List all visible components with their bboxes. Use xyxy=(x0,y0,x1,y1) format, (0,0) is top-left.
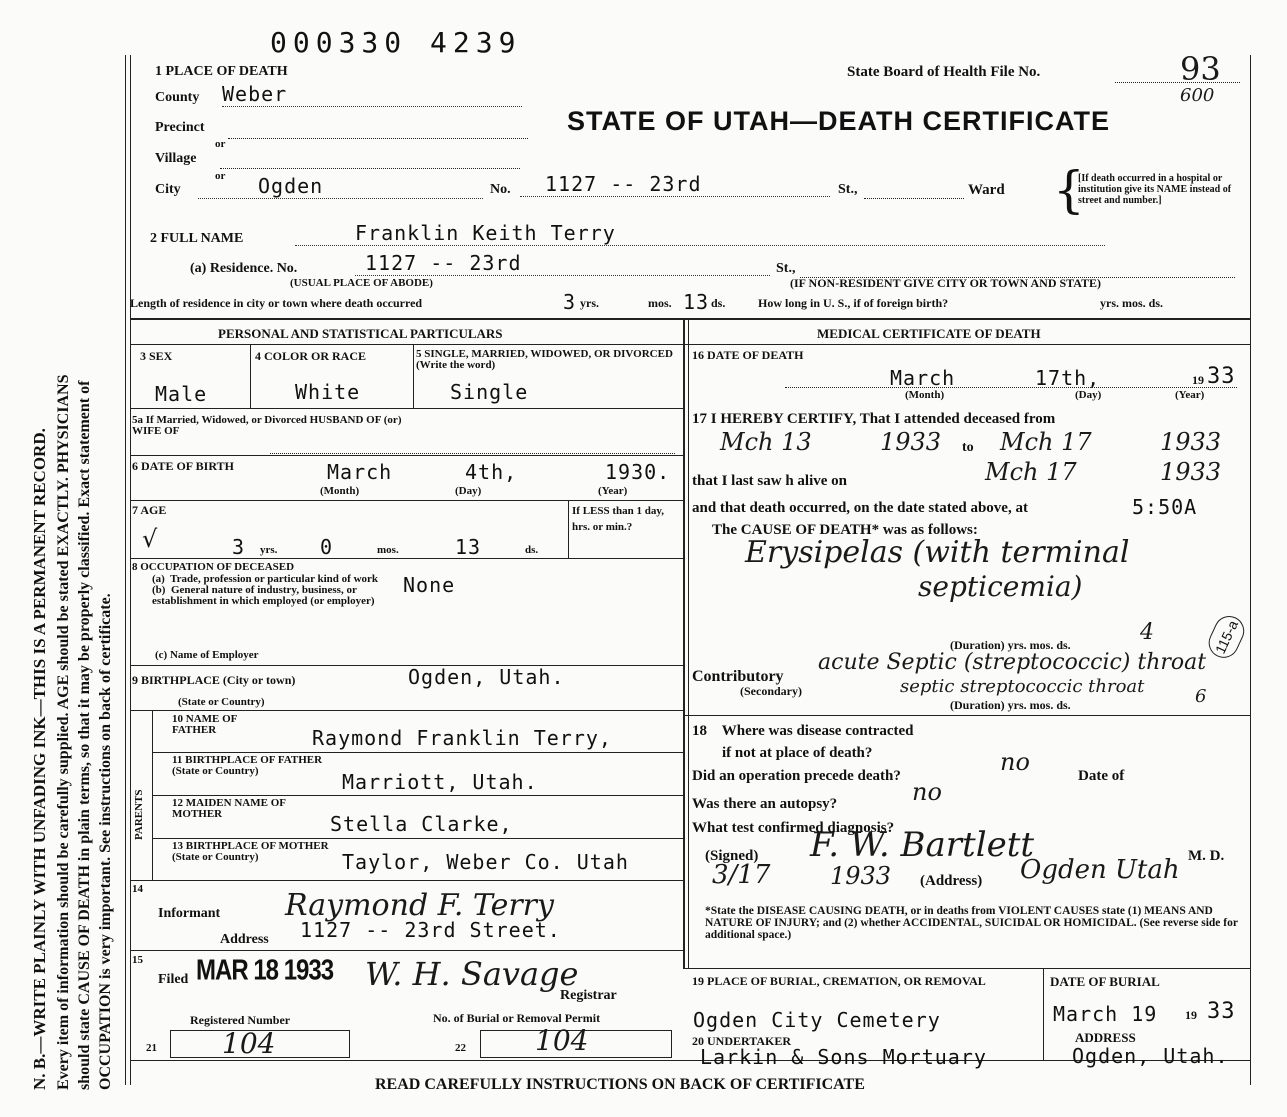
age-mos: 0 xyxy=(320,535,334,559)
check-mark: √ xyxy=(142,525,158,553)
brace: { xyxy=(1053,161,1085,219)
undertaker-address: Ogden, Utah. xyxy=(1072,1044,1229,1068)
age-label: 7 AGE xyxy=(132,503,167,517)
reg-number-value: 104 xyxy=(222,1027,276,1060)
dob-year: 1930. xyxy=(605,460,671,484)
sex-value: Male xyxy=(155,382,208,406)
place-of-death-label: 1 PLACE OF DEATH xyxy=(155,64,288,79)
dob-year-caption: (Year) xyxy=(598,485,628,497)
informant-value: Raymond F. Terry xyxy=(285,888,554,923)
left-border xyxy=(125,55,126,1085)
informant-address: 1127 -- 23rd Street. xyxy=(300,918,561,942)
age-yrs-unit: yrs. xyxy=(260,544,278,556)
filed-label: Filed xyxy=(158,972,189,987)
or-1: or xyxy=(215,138,226,150)
length-yrs: 3 xyxy=(563,290,577,314)
certify-label: 17 I HEREBY CERTIFY, That I attended deceased from xyxy=(692,411,1056,427)
informant-label: Informant xyxy=(158,906,221,921)
age-yrs: 3 xyxy=(232,535,246,559)
mos-label: mos. xyxy=(648,296,672,310)
dob-day: 4th, xyxy=(465,460,518,484)
burial-date-label: DATE OF BURIAL xyxy=(1050,974,1160,989)
undertaker-label: 20 UNDERTAKER xyxy=(692,1034,792,1048)
death-time-label: and that death occurred, on the date stated above, at xyxy=(692,500,1028,516)
burial-place-label: 19 PLACE OF BURIAL, CREMATION, OR REMOVAL xyxy=(692,974,986,988)
age-ds-unit: ds. xyxy=(525,544,539,556)
county-value: Weber xyxy=(222,82,522,107)
less-than-label: If LESS than 1 day, hrs. or min.? xyxy=(572,505,665,533)
residence-st-label: St., xyxy=(776,261,796,276)
mother-value: Stella Clarke, xyxy=(330,812,513,836)
cause-line-1: Erysipelas (with terminal xyxy=(745,535,1130,570)
dob-month-caption: (Month) xyxy=(320,485,360,497)
race-value: White xyxy=(295,380,361,404)
ds-label: ds. xyxy=(711,296,726,310)
last-saw-year: 1933 xyxy=(1160,458,1222,486)
burial-place: Ogden City Cemetery xyxy=(693,1008,941,1032)
n14: 14 xyxy=(132,883,143,895)
contributory-line-1: acute Septic (streptococcic) throat xyxy=(818,650,1207,675)
occupation-label: 8 OCCUPATION OF DECEASED xyxy=(132,561,295,573)
length-label: Length of residence in city or town where death occurred xyxy=(130,296,423,310)
or-2: or xyxy=(215,170,226,182)
signed-label: (Signed) xyxy=(705,848,759,864)
dod-year-prefix: 19 xyxy=(1192,373,1204,387)
last-saw-date: Mch 17 xyxy=(985,458,1077,486)
contributory-line-2: septic streptococcic throat xyxy=(900,676,1145,697)
age-ds: 13 xyxy=(455,535,482,559)
n22: 22 xyxy=(455,1042,466,1054)
secondary-label: (Secondary) xyxy=(740,684,802,698)
dod-month-caption: (Month) xyxy=(905,389,945,401)
q18-label: 18 Where was disease contracted if not at place of death? xyxy=(692,723,914,761)
dod-label: 16 DATE OF DEATH xyxy=(692,348,804,362)
length-mos: 13 xyxy=(683,290,710,314)
reg-number-label: Registered Number xyxy=(190,1013,291,1027)
birthplace-value: Ogden, Utah. xyxy=(408,665,565,689)
county-label: County xyxy=(155,90,200,105)
burial-year-prefix: 19 xyxy=(1185,1008,1197,1022)
sex-label: 3 SEX xyxy=(140,349,173,363)
last-saw-label: that I last saw h alive on xyxy=(692,473,848,489)
mother-label: 12 MAIDEN NAME OF MOTHER xyxy=(172,797,286,820)
personal-heading: PERSONAL AND STATISTICAL PARTICULARS xyxy=(218,326,503,341)
file-no-extra: 600 xyxy=(1180,85,1215,106)
village-label: Village xyxy=(155,151,197,166)
dod-year: 33 xyxy=(1207,364,1236,389)
burial-date: March 19 xyxy=(1053,1002,1158,1026)
margin-line-4: OCCUPATION is very important. See instructions on back of certificate. xyxy=(97,593,114,1090)
registrar-label: Registrar xyxy=(560,988,617,1003)
informant-address-label: Address xyxy=(220,932,269,947)
dod-year-caption: (Year) xyxy=(1175,389,1205,401)
duration-mos: 4 xyxy=(1140,620,1154,645)
footer-instructions: READ CAREFULLY INSTRUCTIONS ON BACK OF CERTIFICATE xyxy=(375,1076,865,1093)
mother-bp-label: 13 BIRTHPLACE OF MOTHER (State or Country) xyxy=(172,840,329,863)
street-value: 1127 -- 23rd xyxy=(520,172,830,197)
mother-bp-value: Taylor, Weber Co. Utah xyxy=(342,850,629,874)
dod-day: 17th, xyxy=(1035,366,1101,390)
attended-to: Mch 17 xyxy=(1000,428,1092,456)
birthplace-label: 9 BIRTHPLACE (City or town) xyxy=(132,673,296,687)
attended-from: Mch 13 xyxy=(720,428,812,456)
burial-permit-label: No. of Burial or Removal Permit xyxy=(433,1011,601,1025)
occupation-value: None xyxy=(403,573,456,597)
birthplace-sub: (State or Country) xyxy=(178,696,265,708)
dob-day-caption: (Day) xyxy=(455,485,482,497)
death-time: 5:50A xyxy=(1132,495,1198,519)
foreign-units: yrs. mos. ds. xyxy=(1100,296,1164,310)
marital-label: 5 SINGLE, MARRIED, WIDOWED, OR DIVORCED (Write the word) xyxy=(416,348,673,371)
operation-value: no xyxy=(1000,748,1030,776)
dod-day-caption: (Day) xyxy=(1075,389,1102,401)
medical-heading: MEDICAL CERTIFICATE OF DEATH xyxy=(817,326,1041,341)
physician-signature: F. W. Bartlett xyxy=(810,825,1035,865)
duration-label: (Duration) yrs. mos. ds. xyxy=(950,638,1071,652)
margin-line-3: should state CAUSE OF DEATH in plain terms, so that it may be properly classified. Exact statement of xyxy=(76,380,93,1090)
residence-value: 1127 -- 23rd xyxy=(355,251,770,276)
burial-permit-value: 104 xyxy=(535,1024,589,1057)
father-value: Raymond Franklin Terry, xyxy=(312,726,612,750)
n21: 21 xyxy=(146,1042,157,1054)
full-name-value: Franklin Keith Terry xyxy=(295,221,1105,246)
age-mos-unit: mos. xyxy=(377,544,399,556)
footnote: *State the DISEASE CAUSING DEATH, or in deaths from VIOLENT CAUSES state (1) MEANS AND NATURE OF INJURY; and (2) whether ACCIDENTAL, SUICIDAL OR HOMICIDAL. (See reverse side for additional space.) xyxy=(705,905,1238,941)
nonresident-label: (IF NON-RESIDENT GIVE CITY OR TOWN AND STATE) xyxy=(790,276,1102,290)
registrar-signature: W. H. Savage xyxy=(365,955,579,993)
usual-place-label: (USUAL PLACE OF ABODE) xyxy=(290,277,433,289)
duration2-ds: 6 xyxy=(1195,686,1207,707)
stamp-115a: 115-a xyxy=(1204,611,1249,662)
dod-month: March xyxy=(890,366,956,390)
file-no: 93 xyxy=(1180,50,1221,88)
test-label: What test confirmed diagnosis? xyxy=(692,820,895,836)
attended-to-year: 1933 xyxy=(1160,428,1222,456)
yrs-label: yrs. xyxy=(580,296,599,310)
st-label: St., xyxy=(838,182,858,197)
date-of-label: Date of xyxy=(1078,768,1125,784)
autopsy-label: Was there an autopsy? xyxy=(692,796,838,812)
race-label: 4 COLOR OR RACE xyxy=(255,349,367,363)
city-value: Ogden xyxy=(198,174,483,199)
duration2-label: (Duration) yrs. mos. ds. xyxy=(950,698,1071,712)
father-bp-value: Marriott, Utah. xyxy=(342,770,538,794)
city-label: City xyxy=(155,182,181,197)
father-bp-label: 11 BIRTHPLACE OF FATHER (State or Country) xyxy=(172,754,323,777)
parents-label: PARENTS xyxy=(133,789,145,840)
employer-label: (c) Name of Employer xyxy=(155,649,259,661)
ward-label: Ward xyxy=(968,182,1005,198)
residence-label: (a) Residence. No. xyxy=(190,261,298,276)
margin-line-2: Every item of information should be carefully supplied. AGE should be stated EXACTLY. PHYSICIANS xyxy=(55,374,72,1090)
contributory-label: Contributory xyxy=(692,668,784,685)
full-name-label: 2 FULL NAME xyxy=(150,231,244,246)
hospital-note: [If death occurred in a hospital or institution give its NAME instead of street and number.] xyxy=(1078,173,1232,206)
cause-line-2: septicemia) xyxy=(918,570,1083,603)
md-label: M. D. xyxy=(1188,848,1225,864)
foreign-label: How long in U. S., if of foreign birth? xyxy=(758,296,949,310)
file-no-label: State Board of Health File No. xyxy=(847,64,1041,80)
undertaker-value: Larkin & Sons Mortuary xyxy=(700,1045,987,1069)
signed-year: 1933 xyxy=(830,862,892,890)
spouse-label: 5a If Married, Widowed, or Divorced HUSBAND OF (or) WIFE OF xyxy=(132,414,402,437)
signed-date: 3/17 xyxy=(712,860,771,890)
to-label: to xyxy=(962,440,974,455)
left-border-2 xyxy=(130,55,131,1085)
margin-warning: N. B.—WRITE PLAINLY WITH UNFADING INK—THIS IS A PERMANENT RECORD. xyxy=(30,428,49,1090)
serial-number: 000330 4239 xyxy=(270,26,522,59)
filed-date: MAR 18 1933 xyxy=(196,954,334,987)
attended-from-year: 1933 xyxy=(880,428,942,456)
burial-year: 33 xyxy=(1207,999,1236,1024)
cause-label: The CAUSE OF DEATH* was as follows: xyxy=(712,522,978,538)
father-label: 10 NAME OF FATHER xyxy=(172,713,237,736)
operation-label: Did an operation precede death? xyxy=(692,768,901,784)
physician-address-label: (Address) xyxy=(920,873,983,889)
no-label: No. xyxy=(490,182,511,197)
occupation-sub: (a) Trade, profession or particular kind of work (b) General nature of industry, business, or establishment in which employed (or employer) xyxy=(152,573,379,607)
right-border xyxy=(1250,55,1251,1085)
undertaker-address-label: ADDRESS xyxy=(1075,1030,1136,1045)
marital-value: Single xyxy=(450,380,529,404)
page-title: STATE OF UTAH—DEATH CERTIFICATE xyxy=(567,106,1110,136)
dob-label: 6 DATE OF BIRTH xyxy=(132,459,234,473)
precinct-label: Precinct xyxy=(155,120,205,135)
n15: 15 xyxy=(132,954,143,966)
physician-address: Ogden Utah xyxy=(1020,855,1180,885)
autopsy-value: no xyxy=(912,778,942,806)
dob-month: March xyxy=(327,460,393,484)
